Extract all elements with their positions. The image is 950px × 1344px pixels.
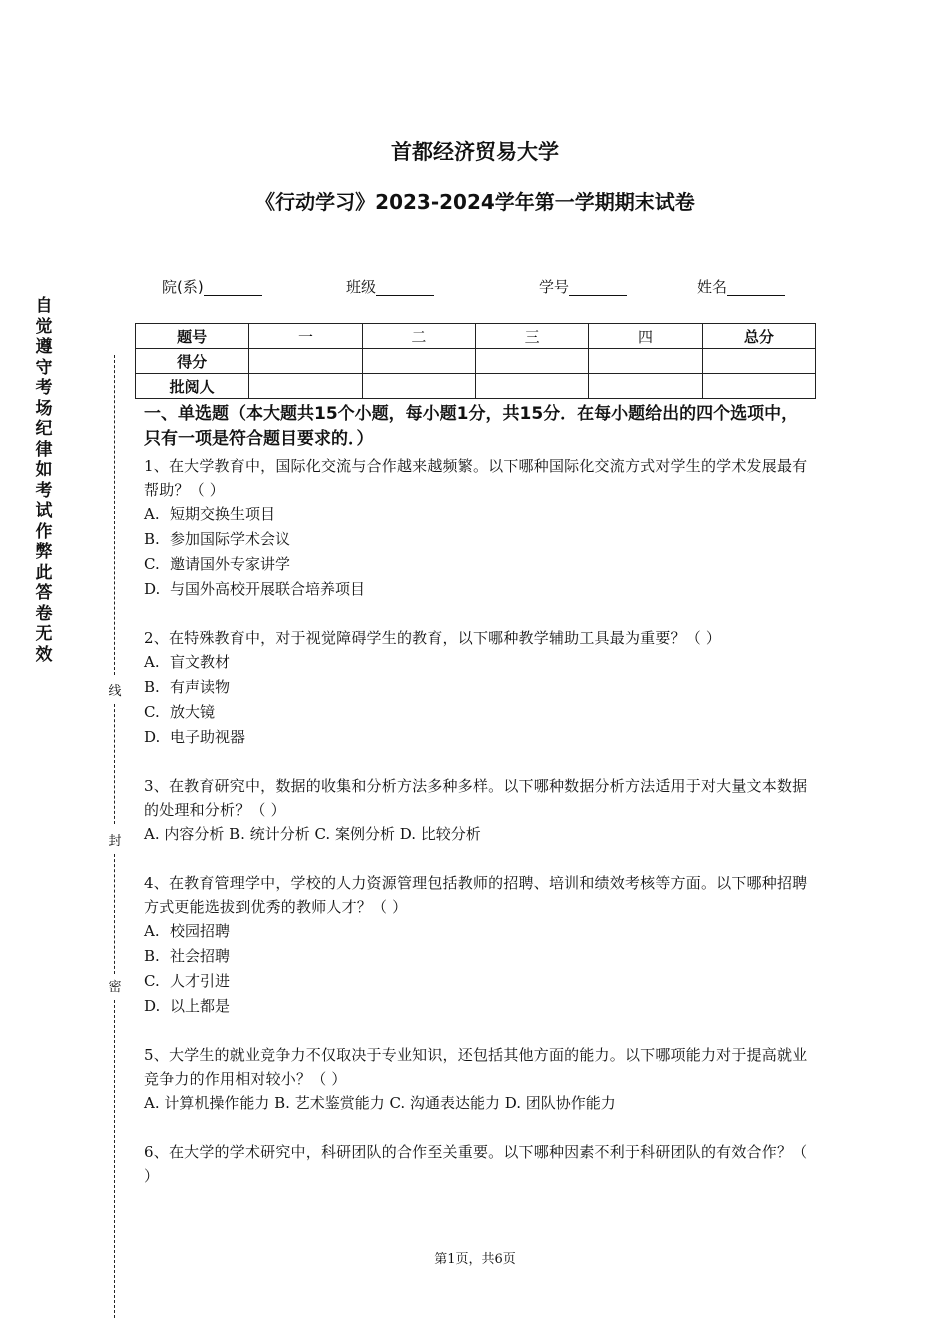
seal-mark-secret: 密 [108, 980, 122, 995]
option-text: 与国外高校开展联合培养项目 [170, 580, 366, 598]
score-cell[interactable] [589, 349, 702, 374]
question-1 [144, 454, 814, 602]
name-field [697, 276, 785, 297]
option-a[interactable] [144, 919, 814, 944]
grader-cell[interactable] [589, 374, 702, 399]
option-text: 电子助视器 [170, 728, 246, 746]
score-table-header-row [136, 324, 816, 349]
side-notice-char: 律 [35, 439, 53, 460]
side-notice-char: 觉 [35, 316, 53, 337]
option-text: 邀请国外专家讲学 [170, 555, 291, 573]
side-notice-char: 如 [35, 460, 53, 480]
option-a[interactable] [144, 650, 814, 675]
option-letter: B. [144, 678, 160, 696]
side-notice-char: 卷 [35, 603, 53, 624]
column-header: 四 [589, 324, 702, 349]
option-letter: A. [144, 505, 160, 523]
question-2 [144, 626, 814, 750]
question-5 [144, 1043, 814, 1116]
option-text: 以上都是 [170, 997, 231, 1015]
option-text: 有声读物 [170, 678, 231, 696]
question-stem: 3、在教育研究中，数据的收集和分析方法多种多样。以下哪种数据分析方法适用于对大量文本数据的处理和分析？（ ） [144, 777, 808, 819]
column-header: 一 [249, 324, 362, 349]
column-header: 三 [475, 324, 588, 349]
name-label: 姓名 [697, 278, 728, 296]
score-cell[interactable] [702, 349, 815, 374]
option-text: 放大镜 [170, 703, 216, 721]
class-blank[interactable] [376, 279, 434, 296]
option-letter: D. [144, 728, 161, 746]
side-notice-char: 此 [35, 562, 53, 583]
class-field [346, 276, 434, 297]
question-stem: 4、在教育管理学中，学校的人力资源管理包括教师的招聘、培训和绩效考核等方面。以下哪种招聘方式更能选拔到优秀的教师人才？（ ） [144, 874, 808, 916]
seal-mark-seal: 封 [108, 834, 122, 849]
option-text: 人才引进 [170, 972, 231, 990]
option-a[interactable] [144, 502, 814, 527]
grader-row [136, 374, 816, 399]
score-cell[interactable] [475, 349, 588, 374]
section-heading: 一、单选题（本大题共15个小题，每小题1分，共15分．在每小题给出的四个选项中，只有一项是符合题目要求的．） [144, 404, 799, 449]
question-3 [144, 774, 814, 847]
grader-cell[interactable] [362, 374, 475, 399]
student-id-label: 学号 [539, 278, 570, 296]
option-letter: D. [144, 997, 161, 1015]
page-footer: 第1页，共6页 [434, 1252, 516, 1267]
grader-cell[interactable] [249, 374, 362, 399]
question-stem: 5、大学生的就业竞争力不仅取决于专业知识，还包括其他方面的能力。以下哪项能力对于提高就业竞争力的作用相对较小？（ ） [144, 1046, 808, 1088]
score-table [135, 323, 816, 399]
side-notice-char: 考 [35, 480, 53, 501]
score-cell[interactable] [249, 349, 362, 374]
side-notice [33, 296, 55, 665]
option-letter: C. [144, 703, 160, 721]
exam-content [144, 402, 814, 1212]
side-notice-char: 答 [35, 583, 53, 603]
option-b[interactable] [144, 944, 814, 969]
side-notice-char: 无 [35, 624, 53, 644]
option-letter: B. [144, 947, 160, 965]
cut-line-segment [114, 1000, 115, 1318]
option-text: 盲文教材 [170, 653, 231, 671]
score-cell[interactable] [362, 349, 475, 374]
inline-options[interactable]: A. 计算机操作能力 B. 艺术鉴赏能力 C. 沟通表达能力 D. 团队协作能力 [144, 1094, 616, 1112]
university-title: 首都经济贸易大学 [391, 140, 559, 164]
option-letter: B. [144, 530, 160, 548]
cut-line-segment [114, 704, 115, 824]
option-text: 参加国际学术会议 [170, 530, 291, 548]
student-info-row [0, 276, 950, 300]
option-letter: D. [144, 580, 161, 598]
option-letter: C. [144, 972, 160, 990]
question-number-header: 题号 [136, 324, 249, 349]
cut-line-segment [114, 854, 115, 974]
student-id-field [539, 276, 627, 297]
side-notice-char: 纪 [35, 419, 53, 439]
dept-field [162, 276, 262, 297]
question-6 [144, 1140, 814, 1188]
side-notice-char: 遵 [35, 337, 53, 357]
total-column-header: 总分 [702, 324, 815, 349]
dept-blank[interactable] [204, 279, 262, 296]
side-notice-char: 弊 [35, 542, 53, 562]
exam-title: 《行动学习》2023-2024学年第一学期期末试卷 [255, 190, 695, 214]
student-id-blank[interactable] [569, 279, 627, 296]
question-stem: 1、在大学教育中，国际化交流与合作越来越频繁。以下哪种国际化交流方式对学生的学术发展最有帮助？（ ） [144, 457, 808, 499]
option-letter: A. [144, 653, 160, 671]
option-text: 校园招聘 [170, 922, 231, 940]
question-4 [144, 871, 814, 1019]
side-notice-char: 作 [35, 521, 53, 542]
grader-cell[interactable] [702, 374, 815, 399]
grader-cell[interactable] [475, 374, 588, 399]
score-row [136, 349, 816, 374]
option-letter: A. [144, 922, 160, 940]
option-c[interactable] [144, 700, 814, 725]
dept-label: 院(系) [162, 278, 204, 296]
class-label: 班级 [346, 278, 377, 296]
option-d[interactable] [144, 577, 814, 602]
option-b[interactable] [144, 527, 814, 552]
side-notice-char: 场 [35, 398, 53, 419]
side-notice-char: 自 [35, 296, 53, 316]
side-notice-char: 试 [35, 501, 53, 521]
name-blank[interactable] [727, 279, 785, 296]
side-notice-char: 效 [35, 644, 53, 665]
score-row-label: 得分 [136, 349, 249, 374]
option-b[interactable] [144, 675, 814, 700]
side-notice-char: 考 [35, 378, 53, 398]
option-d[interactable] [144, 994, 814, 1019]
option-d[interactable] [144, 725, 814, 750]
side-notice-char: 守 [35, 357, 53, 378]
grader-row-label: 批阅人 [136, 374, 249, 399]
inline-options[interactable]: A. 内容分析 B. 统计分析 C. 案例分析 D. 比较分析 [144, 825, 481, 843]
seal-mark-line: 线 [108, 684, 122, 699]
option-letter: C. [144, 555, 160, 573]
option-text: 短期交换生项目 [170, 505, 276, 523]
option-c[interactable] [144, 552, 814, 577]
cut-line-segment [114, 355, 115, 675]
question-stem: 6、在大学的学术研究中，科研团队的合作至关重要。以下哪种因素不利于科研团队的有效合作？（ ） [144, 1143, 808, 1185]
option-text: 社会招聘 [170, 947, 231, 965]
option-c[interactable] [144, 969, 814, 994]
question-stem: 2、在特殊教育中，对于视觉障碍学生的教育，以下哪种教学辅助工具最为重要？（ ） [144, 629, 722, 647]
column-header: 二 [362, 324, 475, 349]
